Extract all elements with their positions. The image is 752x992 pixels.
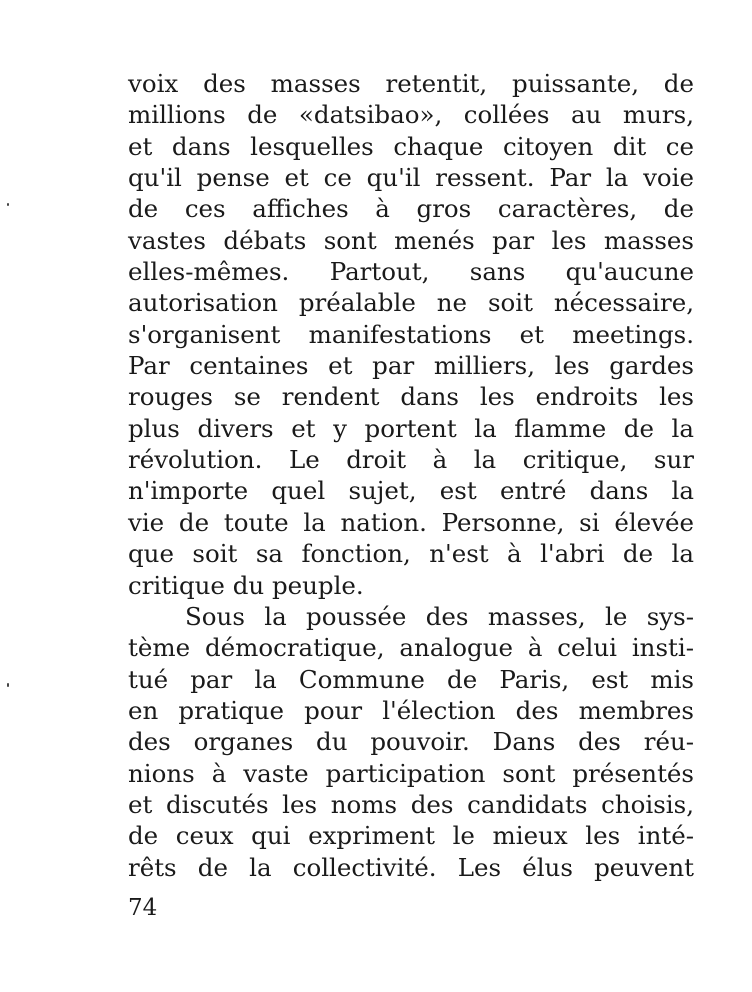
text-line: Par centaines et par milliers, les gardes: [128, 351, 694, 381]
text-line: vie de toute la nation. Personne, si élevée: [128, 507, 694, 537]
scan-speck: [7, 203, 9, 206]
text-line: elles-mêmes. Partout, sans qu'aucune: [128, 257, 694, 287]
text-line: révolution. Le droit à la critique, sur: [128, 445, 694, 475]
text-line: qu'il pense et ce qu'il ressent. Par la voie: [128, 163, 694, 193]
text-line: vastes débats sont menés par les masses: [128, 225, 694, 255]
text-line: tué par la Commune de Paris, est mis: [128, 664, 694, 694]
text-line: rouges se rendent dans les endroits les: [128, 382, 694, 412]
text-line: de ces affiches à gros caractères, de: [128, 194, 694, 224]
text-line: et discutés les noms des candidats choisis,: [128, 789, 694, 819]
page-number: 74: [128, 895, 158, 921]
body-text: [128, 68, 694, 883]
text-line: n'importe quel sujet, est entré dans la: [128, 476, 694, 506]
text-line: tème démocratique, analogue à celui insti-: [128, 633, 694, 663]
paragraph-first-line: Sous la poussée des masses, le sys-: [185, 601, 694, 631]
text-line: plus divers et y portent la flamme de la: [128, 413, 694, 443]
text-line: s'organisent manifestations et meetings.: [128, 319, 694, 349]
text-line: autorisation préalable ne soit nécessaire,: [128, 288, 694, 318]
text-line: que soit sa fonction, n'est à l'abri de la: [128, 539, 694, 569]
text-line: nions à vaste participation sont présentés: [128, 758, 694, 788]
scan-speck: [7, 683, 9, 687]
text-line: et dans lesquelles chaque citoyen dit ce: [128, 131, 694, 161]
text-line: de ceux qui expriment le mieux les inté-: [128, 821, 694, 851]
text-line: des organes du pouvoir. Dans des réu-: [128, 727, 694, 757]
text-line: voix des masses retentit, puissante, de: [128, 69, 694, 98]
text-line: rêts de la collectivité. Les élus peuvent: [128, 852, 694, 882]
text-line: millions de «datsibao», collées au murs,: [128, 100, 694, 130]
paragraph-end-line: critique du peuple.: [128, 570, 364, 600]
text-line: en pratique pour l'élection des membres: [128, 695, 694, 725]
